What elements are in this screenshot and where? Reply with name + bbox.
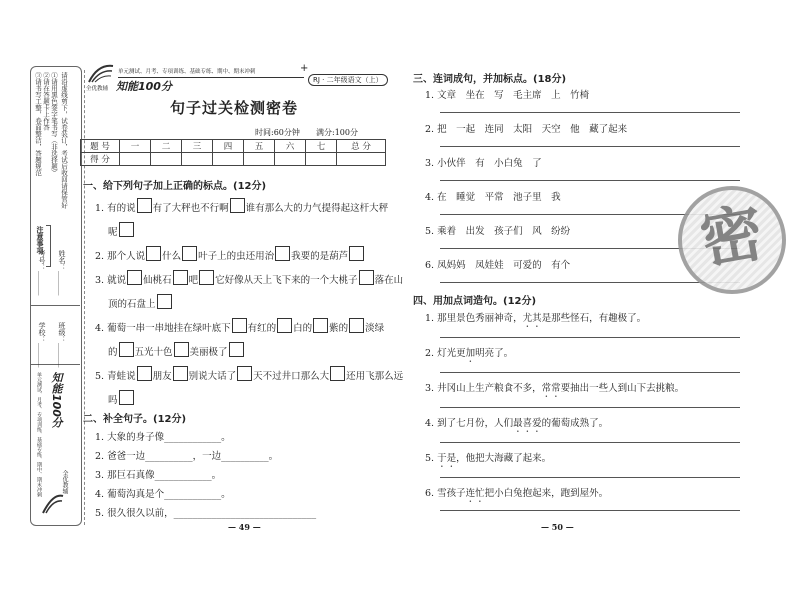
s4-item-2: 2. 灯光更加明亮了。 xyxy=(425,348,514,359)
s1-item-5-cont: 吗 xyxy=(108,390,135,407)
score-head: 二 xyxy=(151,140,182,153)
s4-answer-line[interactable] xyxy=(440,407,740,408)
s1-item-3-cont: 顶的石盘上 xyxy=(108,294,173,311)
s1-item-1-cont: 呢 xyxy=(108,222,135,239)
s3-item-1: 1. 文章 坐在 写 毛主席 上 竹椅 xyxy=(425,90,590,101)
score-head: 七 xyxy=(306,140,337,153)
score-cell[interactable] xyxy=(151,153,182,166)
score-head: 六 xyxy=(275,140,306,153)
answer-box[interactable] xyxy=(229,342,244,357)
s4-answer-line[interactable] xyxy=(440,442,740,443)
score-cell[interactable] xyxy=(275,153,306,166)
section2-title: 二、补全句子。(12分) xyxy=(83,414,187,425)
s1-item-1: 1. 有的说 有了大秤也不行啊 谁有那么大的力气提得起这杆大秤 xyxy=(95,198,388,215)
s1-item-4: 4. 葡萄一串一串地挂在绿叶底下 有红的 白的 紫的 淡绿 xyxy=(95,318,384,335)
s4-item-1: 1. 那里景色秀丽神奇，尤其是那些怪石，有趣极了。 xyxy=(425,313,647,324)
answer-box[interactable] xyxy=(119,342,134,357)
answer-box[interactable] xyxy=(146,246,161,261)
sidebar-brand-small: 全优教辅 xyxy=(61,470,68,494)
answer-box[interactable] xyxy=(137,366,152,381)
s4-item-3: 3. 井冈山上生产粮食不多，常常要抽出一些人到山下去挑粮。 xyxy=(425,383,685,394)
s3-answer-line[interactable] xyxy=(440,112,740,113)
header-line xyxy=(118,77,304,78)
s1-item-3: 3. 就说 仙桃石 吧 它好像从天上飞下来的一个大桃子 落在山 xyxy=(95,270,403,287)
answer-box[interactable] xyxy=(349,246,364,261)
header-plus: + xyxy=(300,63,309,74)
field-class: 班级：_______ xyxy=(58,322,66,368)
s2-item-3: 3. 那巨石真像____________。 xyxy=(95,470,222,481)
s4-answer-line[interactable] xyxy=(440,337,740,338)
s4-item-6: 6. 雪孩子连忙把小白兔抱起来，跑到屋外。 xyxy=(425,488,609,499)
s3-item-4: 4. 在 睡觉 平常 池子里 我 xyxy=(425,192,561,203)
s2-item-1: 1. 大象的身子像____________。 xyxy=(95,432,231,443)
score-cell[interactable] xyxy=(337,153,386,166)
time-meta: 时间:60分钟 xyxy=(255,128,300,137)
score-head: 总 分 xyxy=(337,140,386,153)
grade-tag: RJ · 二年级语文（上） xyxy=(308,74,388,86)
s3-answer-line[interactable] xyxy=(440,282,740,283)
answer-box[interactable] xyxy=(237,366,252,381)
score-table xyxy=(80,139,386,166)
section4-title: 四、用加点词造句。(12分) xyxy=(413,296,537,307)
field-school: 学校：_______ xyxy=(38,322,46,368)
score-head: 三 xyxy=(182,140,213,153)
answer-box[interactable] xyxy=(359,270,374,285)
s3-answer-line[interactable] xyxy=(440,180,740,181)
answer-box[interactable] xyxy=(277,318,292,333)
s4-answer-line[interactable] xyxy=(440,477,740,478)
answer-box[interactable] xyxy=(182,246,197,261)
s1-item-2: 2. 那个人说 什么 叶子上的虫还用治 我要的是葫芦 xyxy=(95,246,365,263)
answer-box[interactable] xyxy=(119,222,134,237)
tagline: 单元测试、月考、专项训练、基础专练、期中、期末冲刺 xyxy=(118,69,256,75)
s4-item-5: 5. 于是，他把大海藏了起来。 xyxy=(425,453,552,464)
answer-box[interactable] xyxy=(137,198,152,213)
answer-box[interactable] xyxy=(349,318,364,333)
s4-answer-line[interactable] xyxy=(440,510,740,511)
notice-extra: 请沿虚线剪下，试卷装订，考试后收回请保管好 xyxy=(60,72,68,209)
answer-box[interactable] xyxy=(173,366,188,381)
logo-icon xyxy=(86,62,116,84)
answer-box[interactable] xyxy=(232,318,247,333)
score-meta: 满分:100分 xyxy=(316,128,358,137)
answer-box[interactable] xyxy=(127,270,142,285)
score-head: 四 xyxy=(213,140,244,153)
section1-title: 一、给下列句子加上正确的标点。(12分) xyxy=(83,181,267,192)
sidebar-divider-1 xyxy=(30,305,80,306)
s4-item-4: 4. 到了七月份，人们最喜爱的葡萄成熟了。 xyxy=(425,418,609,429)
s3-item-3: 3. 小伙伴 有 小白兔 了 xyxy=(425,158,542,169)
page-title: 句子过关检测密卷 xyxy=(170,99,299,117)
score-row-label: 得 分 xyxy=(81,153,120,166)
answer-box[interactable] xyxy=(174,342,189,357)
answer-box[interactable] xyxy=(173,270,188,285)
s1-item-4-cont: 的 五光十色 美丽极了 xyxy=(108,342,245,359)
sidebar-brand-sub: 单元测试、月考、专项训练、基础专练、期中、期末冲刺 xyxy=(36,372,42,497)
brand-big: 知能100分 xyxy=(116,80,172,93)
sidebar-brand-big: 知能100分 xyxy=(50,372,63,428)
field-id: 考号：_______ xyxy=(38,250,46,296)
s3-item-6: 6. 凤妈妈 凤娃娃 可爱的 有个 xyxy=(425,260,571,271)
s4-answer-line[interactable] xyxy=(440,372,740,373)
right-page-number: — 50 — xyxy=(541,522,574,532)
answer-box[interactable] xyxy=(313,318,328,333)
s2-item-5: 5. 很久很久以前，______________________________ xyxy=(95,508,317,519)
notice-title: 注意事项 xyxy=(36,226,45,254)
score-head: 一 xyxy=(120,140,151,153)
answer-box[interactable] xyxy=(199,270,214,285)
s3-answer-line[interactable] xyxy=(440,146,740,147)
score-cell[interactable] xyxy=(120,153,151,166)
field-name: 姓名：_______ xyxy=(58,250,66,296)
answer-box[interactable] xyxy=(275,246,290,261)
score-cell[interactable] xyxy=(213,153,244,166)
secret-stamp-char: 密 xyxy=(695,195,769,278)
answer-box[interactable] xyxy=(119,390,134,405)
s3-item-5: 5. 乘着 出发 孩子们 风 纷纷 xyxy=(425,226,571,237)
left-page-number: — 49 — xyxy=(228,522,261,532)
secret-stamp xyxy=(678,186,786,294)
s2-item-2: 2. 爸爸一边__________，一边__________。 xyxy=(95,451,279,462)
answer-box[interactable] xyxy=(230,198,245,213)
score-head: 五 xyxy=(244,140,275,153)
s3-item-2: 2. 把 一起 连同 太阳 天空 他 藏了起来 xyxy=(425,124,628,135)
score-cell[interactable] xyxy=(244,153,275,166)
notice-items: ①请用黑色签字笔书写（非选择题） ②请在答题卡上作答 ③请书写工整，卷面整洁，答题规范 xyxy=(34,72,58,176)
s2-item-4: 4. 葡萄沟真是个____________。 xyxy=(95,489,231,500)
answer-box[interactable] xyxy=(157,294,172,309)
s1-item-5: 5. 青蛙说 朋友 别说大话了 天不过井口那么大 还用飞那么远 xyxy=(95,366,403,383)
score-cell[interactable] xyxy=(306,153,337,166)
score-cell[interactable] xyxy=(182,153,213,166)
score-head: 题 号 xyxy=(81,140,120,153)
brand-small: 全优教辅 xyxy=(86,86,109,92)
section3-title: 三、连词成句，并加标点。(18分) xyxy=(413,74,567,85)
sidebar-logo-icon xyxy=(38,488,68,518)
answer-box[interactable] xyxy=(330,366,345,381)
